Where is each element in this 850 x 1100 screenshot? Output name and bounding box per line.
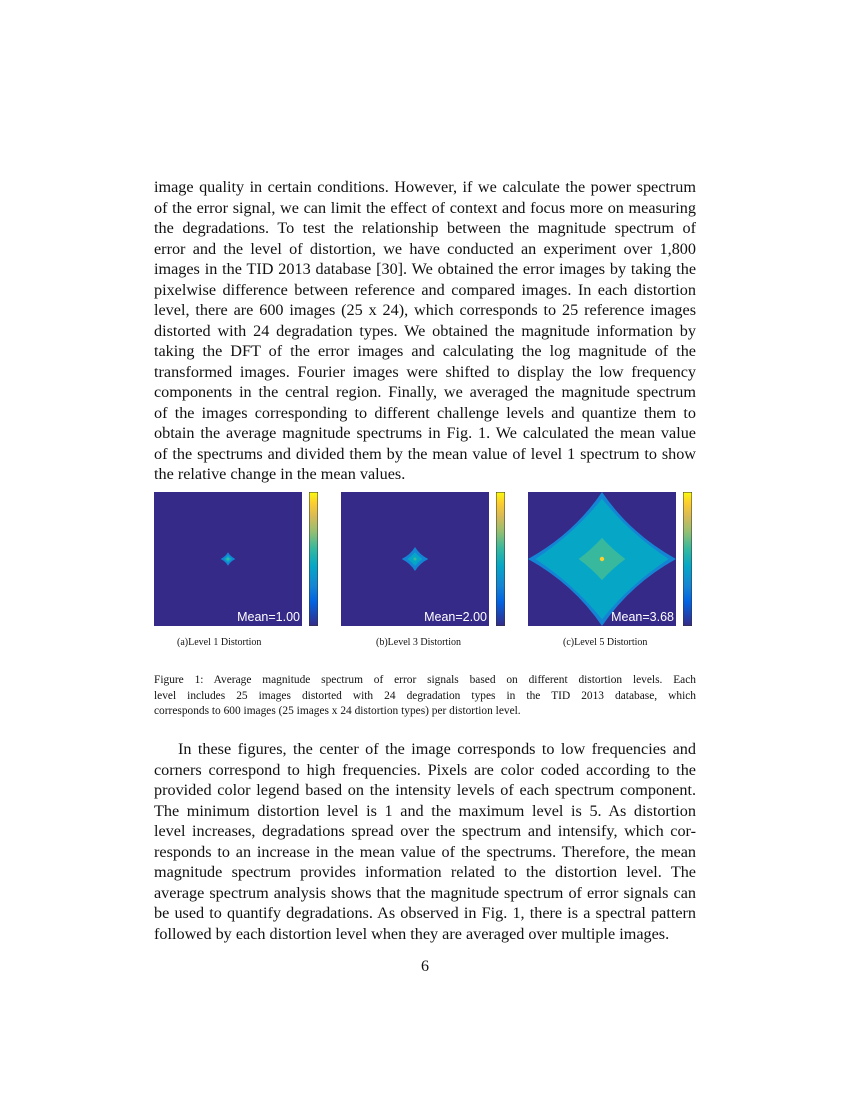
spectrum-graphic (528, 492, 676, 626)
body-paragraph-2 (154, 739, 696, 944)
figure-1 (154, 492, 696, 632)
text-line: of the spectrums and divided them by the mean value of level 1 spectrum to show (154, 444, 696, 463)
text-line: error and the level of distortion, we have conducted an experiment over 1,800 (154, 239, 696, 258)
text-line: taking the DFT of the error images and calculating the log magnitude of the (154, 342, 696, 360)
spectrum-image (341, 492, 489, 626)
text-line: In these figures, the center of the image corresponds to low frequencies and (178, 740, 696, 758)
subcaption-c: (c)Level 5 Distortion (563, 637, 648, 648)
text-line: components in the central region. Finally, we averaged the magnitude spectrum (154, 383, 696, 401)
mean-label: Mean=2.00 (424, 610, 487, 624)
body-paragraph-1 (154, 177, 696, 485)
spectrum-panel-level-5 (528, 492, 694, 626)
text-line: provided color legend based on the intensity levels of each spectrum component. (154, 781, 696, 799)
text-line: images in the TID 2013 database [30]. We obtained the error images by taking the (154, 260, 696, 278)
text-line: responds to an increase in the mean value of the spectrums. Therefore, the mean (154, 842, 696, 861)
subcaption-b: (b)Level 3 Distortion (376, 637, 461, 648)
spectrum-panel-level-3 (341, 492, 507, 626)
text-line: level, there are 600 images (25 x 24), which corresponds to 25 reference images (154, 301, 696, 319)
text-line: magnitude spectrum provides information related to the distortion level. The (154, 863, 696, 881)
text-line: of the images corresponding to different challenge levels and quantize them to (154, 403, 696, 422)
colorbar (683, 492, 692, 626)
text-line: of the error signal, we can limit the effect of context and focus more on measuring (154, 198, 696, 217)
spectrum-center-dc (227, 558, 230, 561)
text-line: The minimum distortion level is 1 and the maximum level is 5. As distortion (154, 801, 696, 820)
text-line: corresponds to 600 images (25 images x 24 distortion types) per distortion level. (154, 705, 521, 717)
mean-label: Mean=3.68 (611, 610, 674, 624)
spectrum-graphic (341, 492, 489, 626)
text-line: average spectrum analysis shows that the magnitude spectrum of error signals can (154, 883, 696, 902)
spectrum-image (528, 492, 676, 626)
text-line: image quality in certain conditions. However, if we calculate the power spectrum (154, 178, 696, 196)
spectrum-image (154, 492, 302, 626)
spectrum-panel-level-1 (154, 492, 320, 626)
spectrum-graphic (154, 492, 302, 626)
page-number: 6 (421, 958, 429, 975)
spectrum-center-dc (414, 558, 417, 561)
colorbar (309, 492, 318, 626)
text-line: the degradations. To test the relationship between the magnitude spectrum of (154, 219, 696, 237)
text-line: Figure 1: Average magnitude spectrum of error signals based on different distortion levels. Each (154, 674, 696, 686)
spectrum-center-dc (600, 557, 604, 561)
text-line: pixelwise difference between reference and compared images. In each distortion (154, 280, 696, 299)
text-line: followed by each distortion level when they are averaged over multiple images. (154, 924, 670, 943)
text-line: distorted with 24 degradation types. We obtained the magnitude information by (154, 321, 696, 340)
text-line: transformed images. Fourier images were shifted to display the low frequency (154, 362, 696, 381)
text-line: corners correspond to high frequencies. Pixels are color coded according to the (154, 760, 696, 779)
text-line: obtain the average magnitude spectrums in Fig. 1. We calculated the mean value (154, 424, 696, 442)
mean-label: Mean=1.00 (237, 610, 300, 624)
colorbar (496, 492, 505, 626)
text-line: the relative change in the mean values. (154, 465, 406, 483)
text-line: level increases, degradations spread over the spectrum and intensify, which cor- (154, 822, 696, 840)
text-line: level includes 25 images distorted with 24 degradation types in the TID 2013 database, which (154, 689, 696, 702)
figure-caption (154, 673, 696, 720)
subcaption-a: (a)Level 1 Distortion (177, 637, 262, 648)
text-line: be used to quantify degradations. As observed in Fig. 1, there is a spectral pattern (154, 904, 696, 922)
